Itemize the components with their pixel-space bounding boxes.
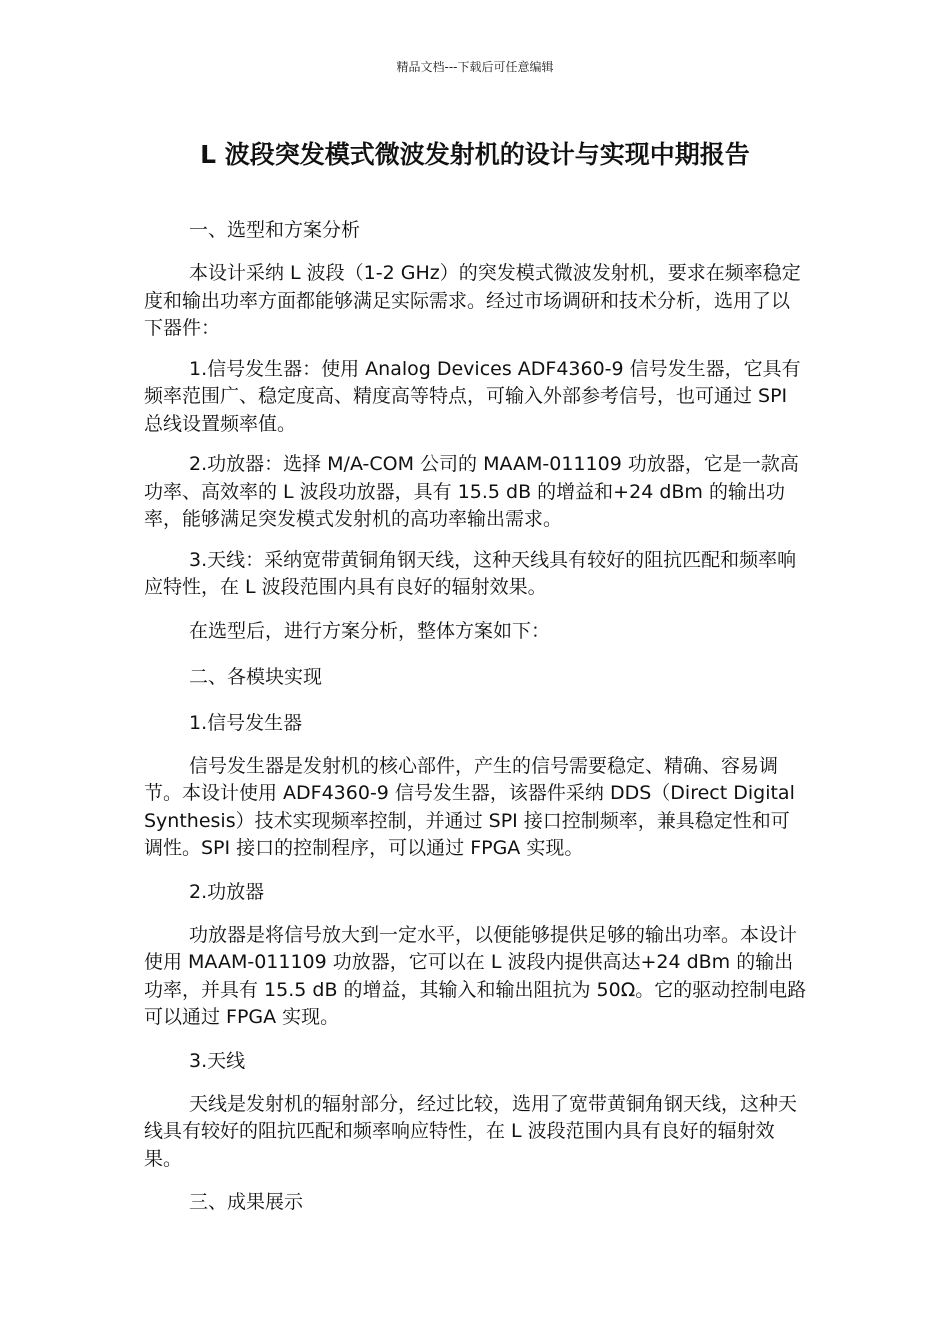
- section-heading-results: 三、成果展示: [189, 1191, 304, 1213]
- paragraph-signal-generator-choice: 1.信号发生器：使用 Analog Devices ADF4360-9 信号发生器，它具有频率范围广、稳定度高、精度高等特点，可输入外部参考信号，也可通过 SPI 总线设置频率值。: [144, 357, 801, 435]
- paragraph-intro: 本设计采纳 L 波段（1-2 GHz）的突发模式微波发射机，要求在频率稳定度和输出功率方面都能够满足实际需求。经过市场调研和技术分析，选用了以下器件：: [144, 262, 801, 339]
- subheading-signal-generator: 1.信号发生器: [189, 711, 303, 734]
- paragraph-antenna: 天线是发射机的辐射部分，经过比较，选用了宽带黄铜角钢天线，这种天线具有较好的阻抗匹配和频率响应特性，在 L 波段范围内具有良好的辐射效果。: [144, 1092, 798, 1170]
- section-heading-modules: 二、各模块实现: [189, 665, 323, 688]
- paragraph-amplifier: 功放器是将信号放大到一定水平，以便能够提供足够的输出功率。本设计使用 MAAM-011109 功放器，它可以在 L 波段内提供高达+24 dBm 的输出功率，并具有 15.5 dB 的增益，其输入和输出阻抗为 50Ω。它的驱动控制电路可以通过 FPGA 实现。: [144, 923, 807, 1028]
- document-title: L 波段突发模式微波发射机的设计与实现中期报告: [200, 140, 750, 169]
- header-note: 精品文档---下载后可任意编辑: [396, 60, 554, 74]
- paragraph-scheme-overview: 在选型后，进行方案分析，整体方案如下：: [189, 619, 551, 642]
- paragraph-signal-generator: 信号发生器是发射机的核心部件，产生的信号需要稳定、精确、容易调节。本设计使用 ADF4360-9 信号发生器，该器件采纳 DDS（Direct Digital Synthesis）技术实现频率控制，并通过 SPI 接口控制频率，兼具稳定性和可调性。SPI 接口的控制程序，可以通过 FPGA 实现。: [144, 754, 795, 859]
- document-body: [144, 214, 808, 1232]
- subheading-antenna: 3.天线: [189, 1049, 246, 1072]
- paragraph-antenna-choice: 3.天线：采纳宽带黄铜角钢天线，这种天线具有较好的阻抗匹配和频率响应特性，在 L 波段范围内具有良好的辐射效果。: [144, 548, 797, 598]
- section-heading-selection: 一、选型和方案分析: [189, 219, 361, 241]
- subheading-amplifier: 2.功放器: [189, 880, 265, 903]
- paragraph-amplifier-choice: 2.功放器：选择 M/A-COM 公司的 MAAM-011109 功放器，它是一款高功率、高效率的 L 波段功放器，具有 15.5 dB 的增益和+24 dBm 的输出功率，能够满足突发模式发射机的高功率输出需求。: [144, 453, 799, 530]
